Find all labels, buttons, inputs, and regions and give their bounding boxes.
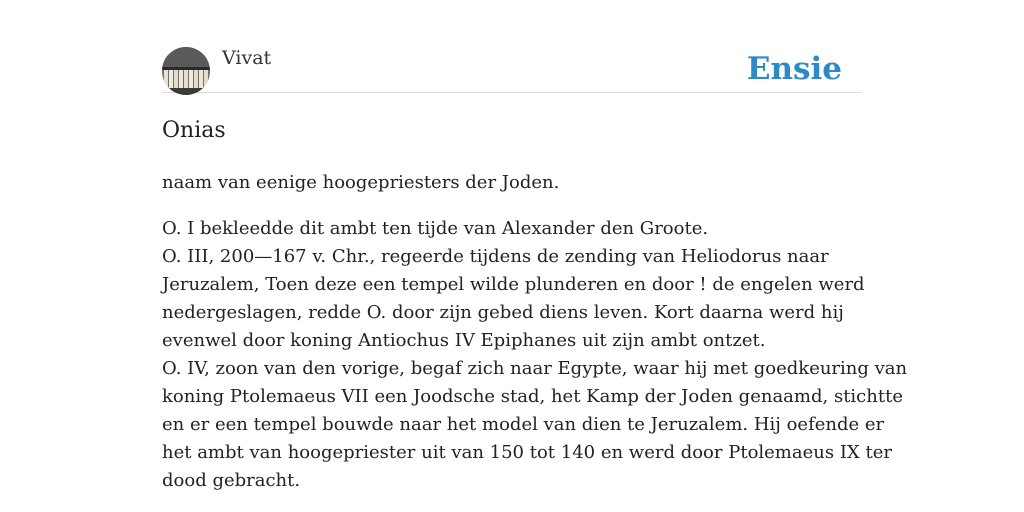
entry-body-line: O. III, 200—167 v. Chr., regeerde tijdens de zending van Heliodorus naar	[162, 246, 829, 267]
entry-body-line: en er een tempel bouwde naar het model van dien te Jeruzalem. Hij oefende er	[162, 414, 885, 435]
entry-body-line: nedergeslagen, redde O. door zijn gebed diens leven. Kort daarna werd hij	[162, 302, 844, 323]
entry-body-line: Jeruzalem, Toen deze een tempel wilde plunderen en door ! de engelen werd	[162, 274, 865, 295]
entry-title: Onias	[162, 118, 226, 143]
page-container	[162, 0, 908, 491]
entry-body-line: O. I bekleedde dit ambt ten tijde van Alexander den Groote.	[162, 218, 709, 239]
entry-body-line: O. IV, zoon van den vorige, begaf zich naar Egypte, waar hij met goedkeuring van	[162, 358, 908, 379]
avatar[interactable]	[162, 47, 210, 95]
user-name[interactable]: Vivat	[222, 47, 272, 69]
entry-body-line: evenwel door koning Antiochus IV Epiphanes uit zijn ambt ontzet.	[162, 330, 766, 351]
entry-body	[162, 215, 908, 495]
entry-body-line: koning Ptolemaeus VII een Joodsche stad, het Kamp der Joden genaamd, stichtte	[162, 386, 903, 407]
entry-body-line: het ambt van hoogepriester uit van 150 tot 140 en werd door Ptolemaeus IX ter	[162, 442, 892, 463]
entry-intro: naam van eenige hoogepriesters der Joden.	[162, 172, 560, 193]
brand-logo[interactable]: Ensie	[746, 51, 842, 87]
page-header	[162, 0, 862, 93]
entry-body-line: dood gebracht.	[162, 470, 301, 491]
avatar-image	[162, 47, 210, 95]
